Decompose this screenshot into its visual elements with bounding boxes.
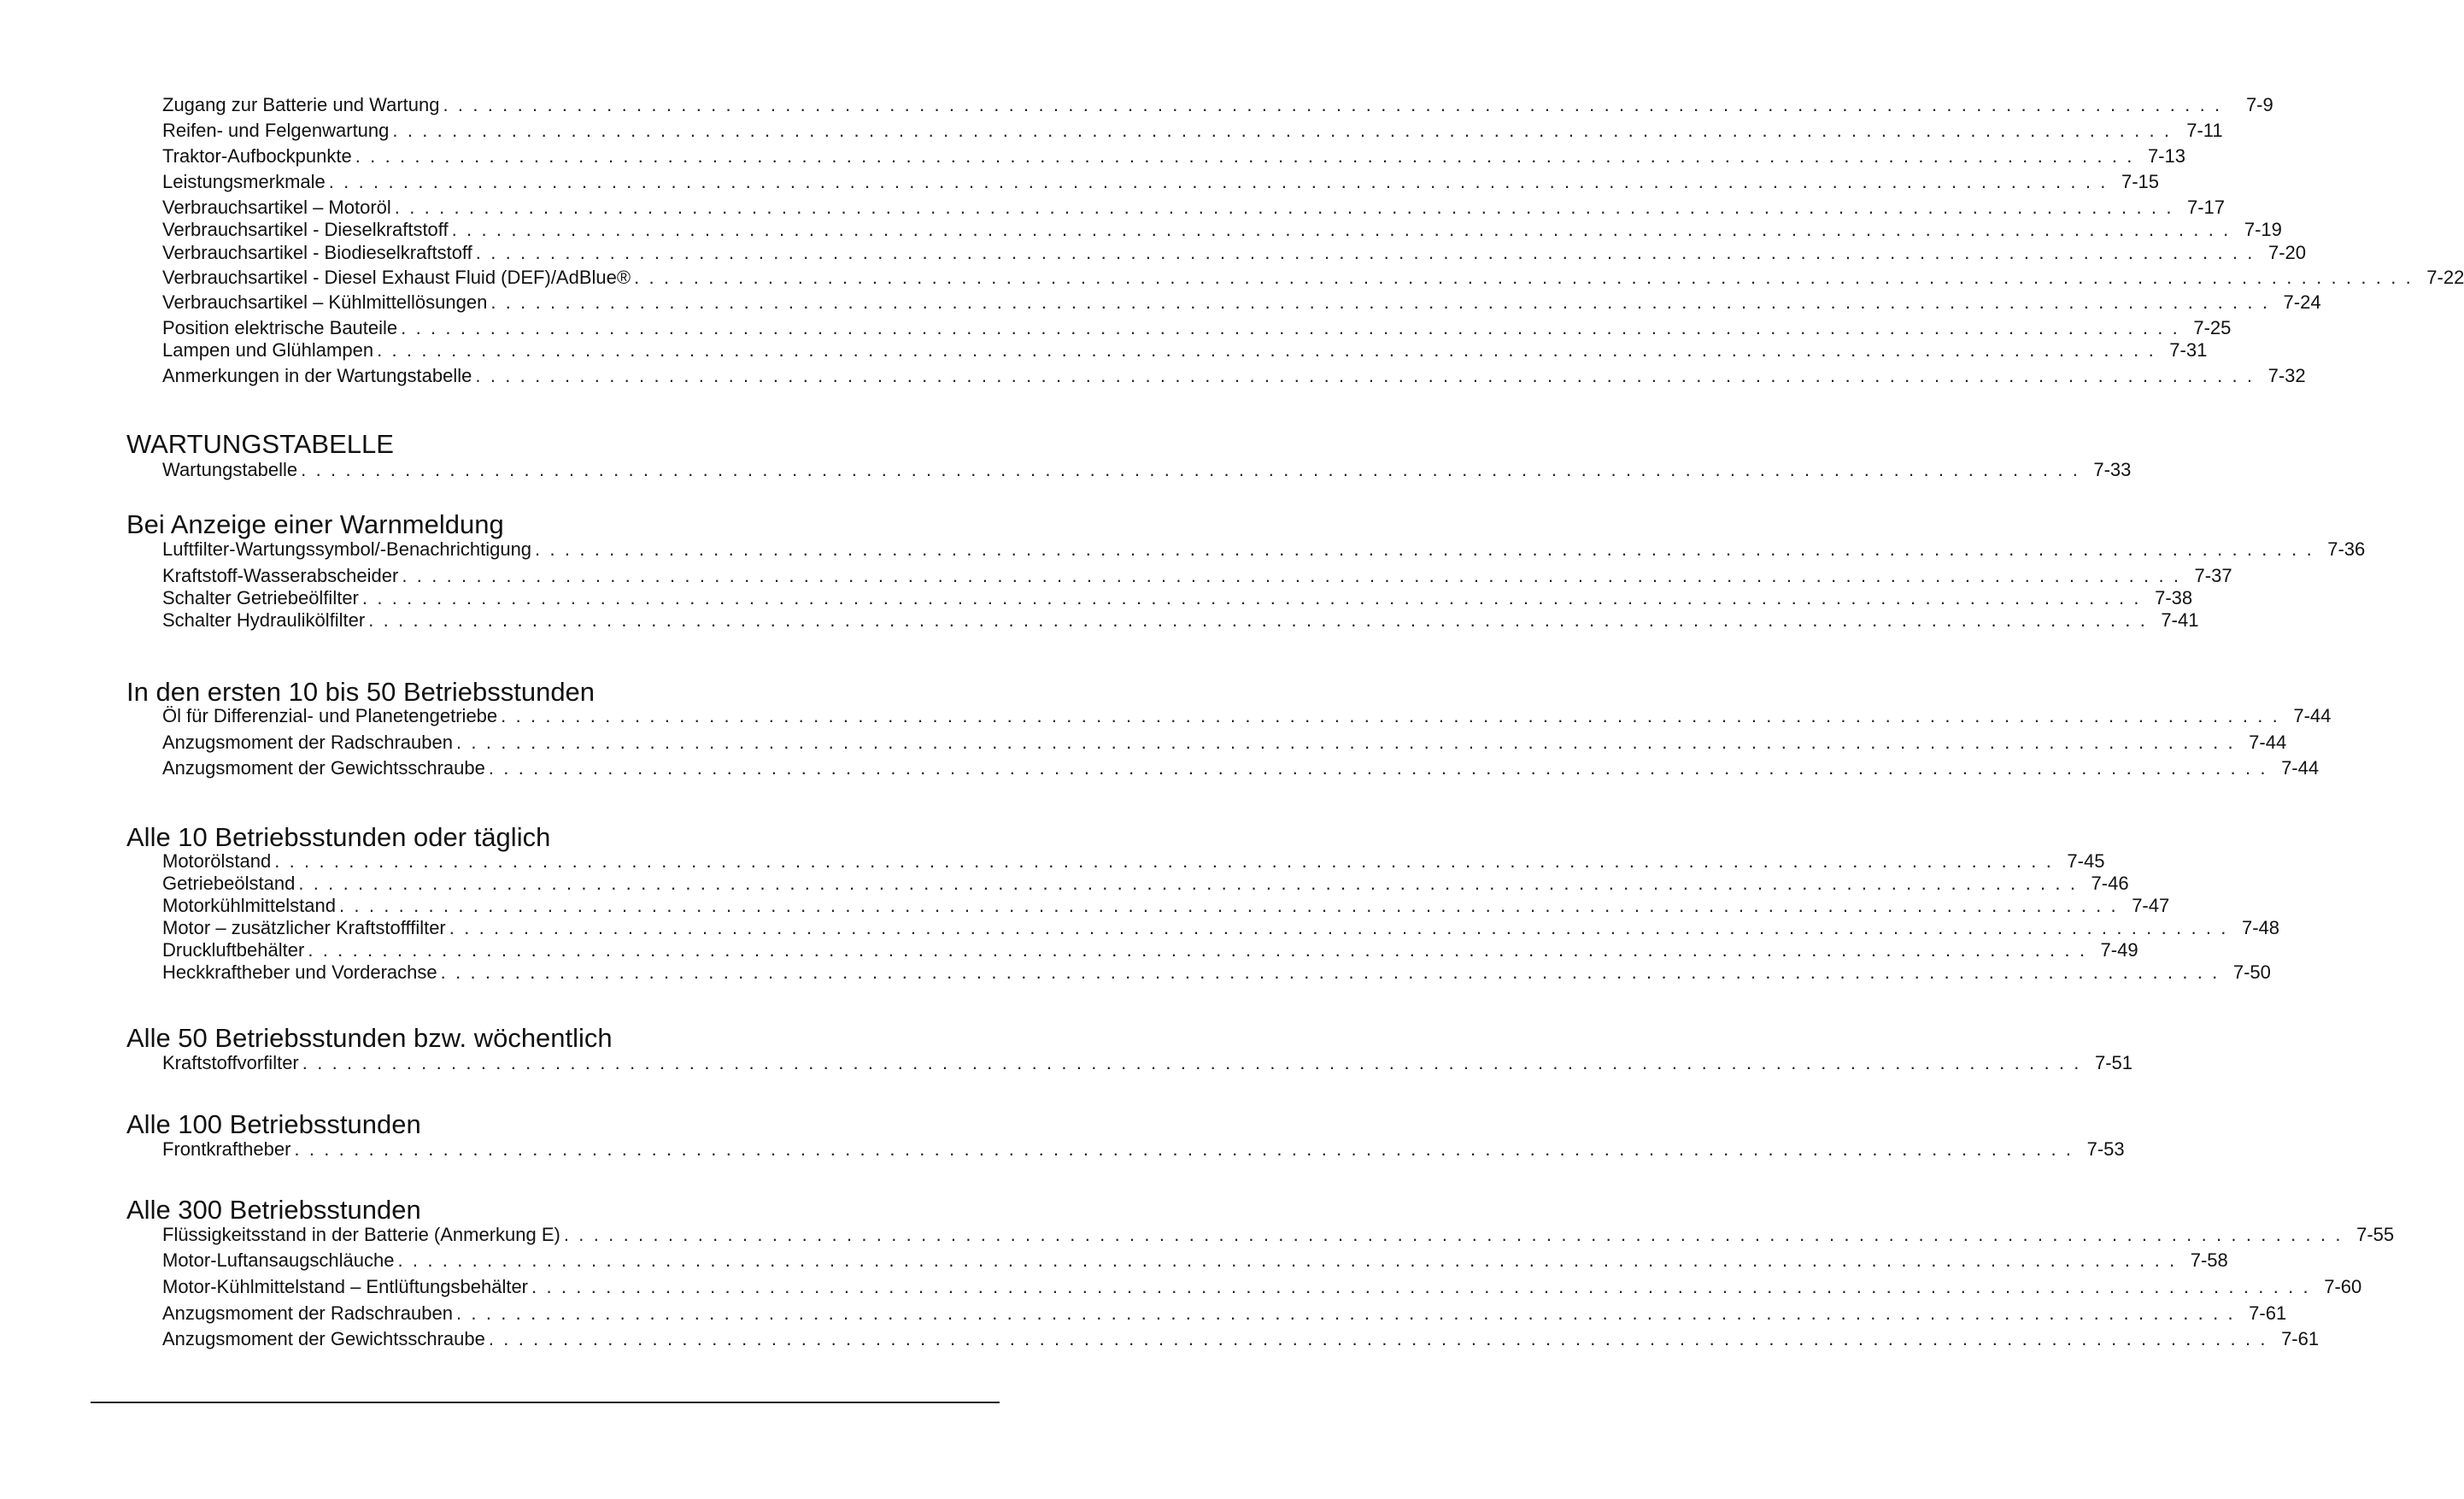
- toc-entry-page: 7-22: [2426, 267, 2464, 288]
- toc-entry-page: 7-44: [2249, 732, 2287, 753]
- toc-entry: [162, 938, 2138, 961]
- toc-entry-title: Flüssigkeitsstand in der Batterie (Anmerkung E): [162, 1224, 560, 1245]
- toc-entry: [162, 457, 2132, 481]
- dot-leader: . . . . . . . . . . . . . . . . . . . . . . . . . . . . . . . . . . . . . . . . . . . . . . . . . . . . . . . . . . . . . . . . . . . . . . . . . . . . . . . . . . . . . . . . . . . . . . . . . . . . . . . . . . . . . . . . . . . . . . . .: [294, 1138, 2074, 1160]
- toc-entry-page: 7-55: [2356, 1224, 2395, 1245]
- toc-entry-page: 7-61: [2249, 1302, 2287, 1324]
- dot-leader: . . . . . . . . . . . . . . . . . . . . . . . . . . . . . . . . . . . . . . . . . . . . . . . . . . . . . . . . . . . . . . . . . . . . . . . . . . . . . . . . . . . . . . . . . . . . . . . . . . . . . . . . . . . . . . . . . . . . . . . .: [455, 1302, 2236, 1324]
- toc-entry-page: 7-15: [2121, 171, 2159, 192]
- toc-entry-title: Motor-Luftansaugschläuche: [162, 1249, 395, 1271]
- toc-entry: [162, 290, 2321, 314]
- toc-entry-page: 7-33: [2093, 459, 2132, 480]
- toc-entry-page: 7-41: [2161, 609, 2199, 631]
- dot-leader: . . . . . . . . . . . . . . . . . . . . . . . . . . . . . . . . . . . . . . . . . . . . . . . . . . . . . . . . . . . . . . . . . . . . . . . . . . . . . . . . . . . . . . . . . . . . . . . . . . . . . . . . . . . . . . . . . . . . . . . .: [490, 291, 2270, 313]
- toc-entry: [162, 1326, 2320, 1350]
- toc-entry: [162, 195, 2226, 219]
- dot-leader: . . . . . . . . . . . . . . . . . . . . . . . . . . . . . . . . . . . . . . . . . . . . . . . . . . . . . . . . . . . . . . . . . . . . . . . . . . . . . . . . . . . . . . . . . . . . . . . . . . . . . . . . . . . . . . . . . . . . . . . .: [451, 219, 2231, 240]
- toc-entry: [162, 537, 2366, 561]
- toc-entry-title: Reifen- und Felgenwartung: [162, 120, 390, 141]
- toc-entry: [162, 1222, 2395, 1246]
- toc-entry: [162, 730, 2287, 754]
- toc-entry-title: Position elektrische Bauteile: [162, 317, 398, 338]
- toc-entry-page: 7-9: [2245, 94, 2273, 115]
- dot-leader: . . . . . . . . . . . . . . . . . . . . . . . . . . . . . . . . . . . . . . . . . . . . . . . . . . . . . . . . . . . . . . . . . . . . . . . . . . . . . . . . . . . . . . . . . . . . . . . . . . . . . . . . . . . . . . . . . . . . . . . .: [443, 94, 2222, 115]
- section-heading: Alle 50 Betriebsstunden bzw. wöchentlich: [126, 1023, 613, 1053]
- toc-entry-title: Traktor-Aufbockpunkte: [162, 145, 352, 167]
- toc-entry-title: Getriebeölstand: [162, 873, 296, 894]
- toc-entry: [162, 1050, 2133, 1074]
- dot-leader: . . . . . . . . . . . . . . . . . . . . . . . . . . . . . . . . . . . . . . . . . . . . . . . . . . . . . . . . . . . . . . . . . . . . . . . . . . . . . . . . . . . . . . . . . . . . . . . . . . . . . . . . . . . . . . . . . . . . . . . .: [535, 538, 2314, 560]
- toc-entry-page: 7-37: [2194, 565, 2232, 586]
- toc-entry-page: 7-53: [2086, 1138, 2125, 1160]
- section-heading: In den ersten 10 bis 50 Betriebsstunden: [126, 677, 595, 707]
- dot-leader: . . . . . . . . . . . . . . . . . . . . . . . . . . . . . . . . . . . . . . . . . . . . . . . . . . . . . . . . . . . . . . . . . . . . . . . . . . . . . . . . . . . . . . . . . . . . . . . . . . . . . . . . . . . . . . . . . . . . . . . .: [488, 757, 2268, 779]
- toc-entry-title: Luftfilter-Wartungssymbol/-Benachrichtigung: [162, 538, 532, 560]
- toc-entry-page: 7-11: [2186, 120, 2223, 141]
- toc-entry-page: 7-60: [2324, 1276, 2362, 1297]
- dot-leader: . . . . . . . . . . . . . . . . . . . . . . . . . . . . . . . . . . . . . . . . . . . . . . . . . . . . . . . . . . . . . . . . . . . . . . . . . . . . . . . . . . . . . . . . . . . . . . . . . . . . . . . . . . . . . . . . . . . . . . . .: [455, 732, 2236, 753]
- toc-entry-title: Öl für Differenzial- und Planetengetriebe: [162, 705, 498, 726]
- toc-entry-page: 7-51: [2094, 1052, 2133, 1073]
- toc-entry: [162, 338, 2208, 362]
- toc-entry: [162, 703, 2332, 727]
- toc-entry: [162, 915, 2280, 939]
- toc-entry-page: 7-44: [2293, 705, 2332, 726]
- dot-leader: . . . . . . . . . . . . . . . . . . . . . . . . . . . . . . . . . . . . . . . . . . . . . . . . . . . . . . . . . . . . . . . . . . . . . . . . . . . . . . . . . . . . . . . . . . . . . . . . . . . . . . . . . . . . . . . . . . . . . . . .: [394, 197, 2174, 218]
- dot-leader: . . . . . . . . . . . . . . . . . . . . . . . . . . . . . . . . . . . . . . . . . . . . . . . . . . . . . . . . . . . . . . . . . . . . . . . . . . . . . . . . . . . . . . . . . . . . . . . . . . . . . . . . . . . . . . . . . . . . . . . .: [368, 609, 2148, 631]
- toc-entry: [162, 1137, 2125, 1161]
- toc-entry-page: 7-20: [2267, 242, 2307, 263]
- toc-entry-page: 7-17: [2187, 197, 2226, 218]
- toc-entry-title: Kraftstoff-Wasserabscheider: [162, 565, 399, 586]
- toc-entry-page: 7-58: [2190, 1249, 2228, 1271]
- dot-leader: . . . . . . . . . . . . . . . . . . . . . . . . . . . . . . . . . . . . . . . . . . . . . . . . . . . . . . . . . . . . . . . . . . . . . . . . . . . . . . . . . . . . . . . . . . . . . . . . . . . . . . . . . . . . . . . . . . . . . . . .: [397, 1249, 2177, 1271]
- dot-leader: . . . . . . . . . . . . . . . . . . . . . . . . . . . . . . . . . . . . . . . . . . . . . . . . . . . . . . . . . . . . . . . . . . . . . . . . . . . . . . . . . . . . . . . . . . . . . . . . . . . . . . . . . . . . . . . . . . . . . . . .: [328, 171, 2108, 192]
- toc-entry: [162, 871, 2129, 895]
- dot-leader: . . . . . . . . . . . . . . . . . . . . . . . . . . . . . . . . . . . . . . . . . . . . . . . . . . . . . . . . . . . . . . . . . . . . . . . . . . . . . . . . . . . . . . . . . . . . . . . . . . . . . . . . . . . . . . . . . . . . . . . .: [338, 895, 2119, 916]
- toc-entry-page: 7-13: [2147, 145, 2185, 167]
- dot-leader: . . . . . . . . . . . . . . . . . . . . . . . . . . . . . . . . . . . . . . . . . . . . . . . . . . . . . . . . . . . . . . . . . . . . . . . . . . . . . . . . . . . . . . . . . . . . . . . . . . . . . . . . . . . . . . . . . . . . . . . .: [440, 961, 2220, 983]
- toc-entry-title: Frontkraftheber: [162, 1138, 291, 1160]
- toc-entry-title: Zugang zur Batterie und Wartung: [162, 94, 440, 115]
- toc-entry: [162, 169, 2159, 193]
- toc-entry-title: Verbrauchsartikel - Diesel Exhaust Fluid (DEF)/AdBlue®: [162, 267, 631, 288]
- toc-entry: [162, 608, 2199, 632]
- toc-entry-title: Verbrauchsartikel - Biodieselkraftstoff: [162, 242, 472, 263]
- toc-entry: [162, 315, 2232, 339]
- toc-entry-page: 7-45: [2067, 850, 2105, 872]
- section-heading: Alle 10 Betriebsstunden oder täglich: [126, 822, 551, 852]
- toc-entry-title: Motor-Kühlmittelstand – Entlüftungsbehälter: [162, 1276, 529, 1297]
- dot-leader: . . . . . . . . . . . . . . . . . . . . . . . . . . . . . . . . . . . . . . . . . . . . . . . . . . . . . . . . . . . . . . . . . . . . . . . . . . . . . . . . . . . . . . . . . . . . . . . . . . . . . . . . . . . . . . . . . . . . . . . .: [531, 1276, 2311, 1297]
- dot-leader: . . . . . . . . . . . . . . . . . . . . . . . . . . . . . . . . . . . . . . . . . . . . . . . . . . . . . . . . . . . . . . . . . . . . . . . . . . . . . . . . . . . . . . . . . . . . . . . . . . . . . . . . . . . . . . . . . . . . . . . .: [475, 242, 2256, 263]
- toc-entry: [162, 118, 2223, 142]
- toc-entry-page: 7-46: [2091, 873, 2129, 894]
- toc-entry-page: 7-50: [2232, 961, 2271, 983]
- toc-entry-page: 7-61: [2281, 1328, 2320, 1349]
- toc-entry-page: 7-38: [2155, 587, 2193, 608]
- toc-entry-title: Schalter Getriebeölfilter: [162, 587, 359, 608]
- toc-entry-title: Druckluftbehälter: [162, 939, 305, 961]
- toc-entry: [162, 960, 2271, 984]
- toc-entry-page: 7-36: [2327, 538, 2366, 560]
- toc-entry-page: 7-19: [2244, 219, 2282, 240]
- toc-entry-title: Kraftstoffvorfilter: [162, 1052, 299, 1073]
- toc-entry-title: Anzugsmoment der Radschrauben: [162, 1302, 453, 1324]
- toc-entry-title: Anzugsmoment der Gewichtsschraube: [162, 1328, 485, 1349]
- toc-entry-title: Motor – zusätzlicher Kraftstofffilter: [162, 917, 446, 938]
- toc-entry-title: Anmerkungen in der Wartungstabelle: [162, 365, 472, 386]
- section-heading: Alle 100 Betriebsstunden: [126, 1109, 421, 1139]
- toc-entry-page: 7-24: [2283, 291, 2321, 313]
- toc-entry-page: 7-31: [2169, 339, 2208, 361]
- toc-entry-page: 7-44: [2281, 757, 2320, 779]
- toc-entry-title: Motorkühlmittelstand: [162, 895, 336, 916]
- dot-leader: . . . . . . . . . . . . . . . . . . . . . . . . . . . . . . . . . . . . . . . . . . . . . . . . . . . . . . . . . . . . . . . . . . . . . . . . . . . . . . . . . . . . . . . . . . . . . . . . . . . . . . . . . . . . . . . . . . . . . . . .: [402, 565, 2181, 586]
- toc-entry: [162, 92, 2273, 116]
- dot-leader: . . . . . . . . . . . . . . . . . . . . . . . . . . . . . . . . . . . . . . . . . . . . . . . . . . . . . . . . . . . . . . . . . . . . . . . . . . . . . . . . . . . . . . . . . . . . . . . . . . . . . . . . . . . . . . . . . . . . . . . .: [308, 939, 2087, 961]
- section-heading: Bei Anzeige einer Warnmeldung: [126, 509, 504, 539]
- dot-leader: . . . . . . . . . . . . . . . . . . . . . . . . . . . . . . . . . . . . . . . . . . . . . . . . . . . . . . . . . . . . . . . . . . . . . . . . . . . . . . . . . . . . . . . . . . . . . . . . . . . . . . . . . . . . . . . . . . . . . . . .: [401, 317, 2180, 338]
- toc-entry-title: Motorölstand: [162, 850, 272, 872]
- dot-leader: . . . . . . . . . . . . . . . . . . . . . . . . . . . . . . . . . . . . . . . . . . . . . . . . . . . . . . . . . . . . . . . . . . . . . . . . . . . . . . . . . . . . . . . . . . . . . . . . . . . . . . . . . . . . . . . . . . . . . . . .: [361, 587, 2142, 608]
- dot-leader: . . . . . . . . . . . . . . . . . . . . . . . . . . . . . . . . . . . . . . . . . . . . . . . . . . . . . . . . . . . . . . . . . . . . . . . . . . . . . . . . . . . . . . . . . . . . . . . . . . . . . . . . . . . . . . . . . . . . . . . .: [449, 917, 2229, 938]
- toc-entry-title: Heckkraftheber und Vorderachse: [162, 961, 437, 983]
- dot-leader: . . . . . . . . . . . . . . . . . . . . . . . . . . . . . . . . . . . . . . . . . . . . . . . . . . . . . . . . . . . . . . . . . . . . . . . . . . . . . . . . . . . . . . . . . . . . . . . . . . . . . . . . . . . . . . . . . . . . . . . .: [302, 1052, 2082, 1073]
- dot-leader: . . . . . . . . . . . . . . . . . . . . . . . . . . . . . . . . . . . . . . . . . . . . . . . . . . . . . . . . . . . . . . . . . . . . . . . . . . . . . . . . . . . . . . . . . . . . . . . . . . . . . . . . . . . . . . . . . . . . . . . .: [274, 850, 2054, 872]
- toc-entry: [162, 240, 2307, 264]
- toc-entry-title: Anzugsmoment der Radschrauben: [162, 732, 453, 753]
- toc-entry-title: Lampen und Glühlampen: [162, 339, 374, 361]
- toc-entry: [162, 217, 2282, 241]
- toc-entry-title: Verbrauchsartikel – Motoröl: [162, 197, 391, 218]
- toc-entry-page: 7-25: [2193, 317, 2232, 338]
- toc-entry-page: 7-47: [2132, 895, 2170, 916]
- dot-leader: . . . . . . . . . . . . . . . . . . . . . . . . . . . . . . . . . . . . . . . . . . . . . . . . . . . . . . . . . . . . . . . . . . . . . . . . . . . . . . . . . . . . . . . . . . . . . . . . . . . . . . . . . . . . . . . . . . . . . . . .: [392, 120, 2172, 141]
- toc-entry-title: Verbrauchsartikel – Kühlmittellösungen: [162, 291, 488, 313]
- section-heading: Alle 300 Betriebsstunden: [126, 1195, 421, 1225]
- toc-entry: [162, 265, 2464, 289]
- dot-leader: . . . . . . . . . . . . . . . . . . . . . . . . . . . . . . . . . . . . . . . . . . . . . . . . . . . . . . . . . . . . . . . . . . . . . . . . . . . . . . . . . . . . . . . . . . . . . . . . . . . . . . . . . . . . . . . . . . . . . . . .: [377, 339, 2156, 361]
- dot-leader: . . . . . . . . . . . . . . . . . . . . . . . . . . . . . . . . . . . . . . . . . . . . . . . . . . . . . . . . . . . . . . . . . . . . . . . . . . . . . . . . . . . . . . . . . . . . . . . . . . . . . . . . . . . . . . . . . . . . . . . .: [475, 365, 2255, 386]
- dot-leader: . . . . . . . . . . . . . . . . . . . . . . . . . . . . . . . . . . . . . . . . . . . . . . . . . . . . . . . . . . . . . . . . . . . . . . . . . . . . . . . . . . . . . . . . . . . . . . . . . . . . . . . . . . . . . . . . . . . . . . . .: [634, 267, 2414, 288]
- toc-entry-title: Anzugsmoment der Gewichtsschraube: [162, 757, 485, 779]
- toc-entry: [162, 755, 2320, 779]
- toc-entry: [162, 1274, 2362, 1298]
- toc-entry-page: 7-49: [2100, 939, 2138, 961]
- dot-leader: . . . . . . . . . . . . . . . . . . . . . . . . . . . . . . . . . . . . . . . . . . . . . . . . . . . . . . . . . . . . . . . . . . . . . . . . . . . . . . . . . . . . . . . . . . . . . . . . . . . . . . . . . . . . . . . . . . . . . . . .: [563, 1224, 2344, 1245]
- section-heading: WARTUNGSTABELLE: [126, 429, 394, 459]
- toc-entry: [162, 363, 2306, 387]
- toc-entry: [162, 1248, 2228, 1272]
- dot-leader: . . . . . . . . . . . . . . . . . . . . . . . . . . . . . . . . . . . . . . . . . . . . . . . . . . . . . . . . . . . . . . . . . . . . . . . . . . . . . . . . . . . . . . . . . . . . . . . . . . . . . . . . . . . . . . . . . . . . . . . .: [298, 873, 2078, 894]
- toc-entry-page: 7-32: [2267, 365, 2306, 386]
- toc-entry-title: Schalter Hydraulikölfilter: [162, 609, 366, 631]
- toc-entry: [162, 144, 2185, 168]
- dot-leader: . . . . . . . . . . . . . . . . . . . . . . . . . . . . . . . . . . . . . . . . . . . . . . . . . . . . . . . . . . . . . . . . . . . . . . . . . . . . . . . . . . . . . . . . . . . . . . . . . . . . . . . . . . . . . . . . . . . . . . . .: [501, 705, 2280, 726]
- toc-entry: [162, 893, 2170, 917]
- toc-entry-page: 7-48: [2241, 917, 2280, 938]
- bottom-rule: [91, 1402, 1000, 1403]
- dot-leader: . . . . . . . . . . . . . . . . . . . . . . . . . . . . . . . . . . . . . . . . . . . . . . . . . . . . . . . . . . . . . . . . . . . . . . . . . . . . . . . . . . . . . . . . . . . . . . . . . . . . . . . . . . . . . . . . . . . . . . . .: [355, 145, 2134, 167]
- toc-entry: [162, 563, 2232, 587]
- toc-entry-title: Leistungsmerkmale: [162, 171, 326, 192]
- toc-entry-title: Wartungstabelle: [162, 459, 298, 480]
- toc-entry: [162, 585, 2193, 609]
- toc-entry: [162, 1301, 2287, 1325]
- toc-entry-title: Verbrauchsartikel - Dieselkraftstoff: [162, 219, 449, 240]
- dot-leader: . . . . . . . . . . . . . . . . . . . . . . . . . . . . . . . . . . . . . . . . . . . . . . . . . . . . . . . . . . . . . . . . . . . . . . . . . . . . . . . . . . . . . . . . . . . . . . . . . . . . . . . . . . . . . . . . . . . . . . . .: [301, 459, 2080, 480]
- dot-leader: . . . . . . . . . . . . . . . . . . . . . . . . . . . . . . . . . . . . . . . . . . . . . . . . . . . . . . . . . . . . . . . . . . . . . . . . . . . . . . . . . . . . . . . . . . . . . . . . . . . . . . . . . . . . . . . . . . . . . . . .: [488, 1328, 2268, 1349]
- toc-entry: [162, 849, 2105, 873]
